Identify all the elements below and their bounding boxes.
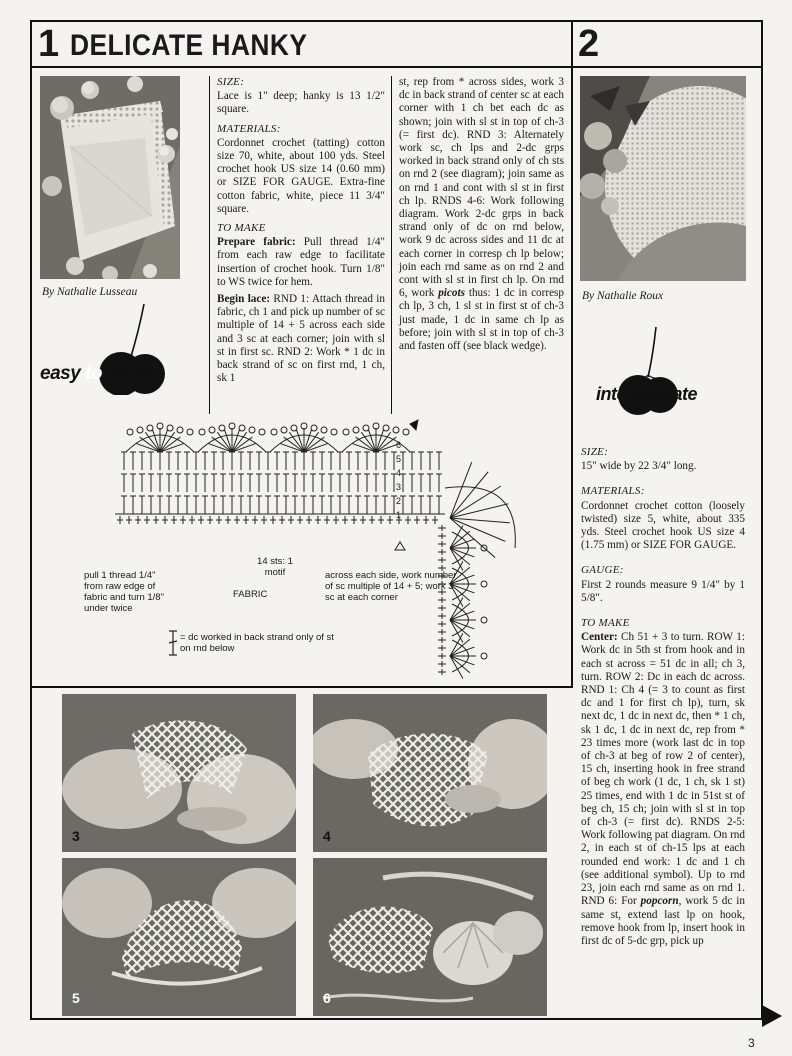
side-fan — [450, 620, 474, 629]
picot — [353, 427, 359, 433]
round-number: 5 — [396, 454, 402, 464]
fan-dc — [152, 429, 160, 452]
side-fan — [450, 620, 470, 637]
step-photo-5 — [62, 858, 296, 1016]
picot — [209, 427, 215, 433]
beginlace-text: RND 1: Attach thread in fabric, ch 1 and pick up number of sc multiple of 14 + 5 across each side and 3 sc at each corner; join with sl st in first sc. RND 2: Work * 1 dc in back strand of sc on first rnd, 1 ch, sk 1 — [217, 293, 385, 385]
fan-dc — [232, 437, 252, 452]
fan-dc — [160, 437, 180, 452]
picot — [187, 429, 193, 435]
picot — [291, 425, 297, 431]
fan-dc — [224, 429, 232, 452]
picot — [271, 429, 277, 435]
pattern2-size-text: 15" wide by 22 3/4" long. — [581, 460, 697, 473]
round-number: 4 — [396, 468, 402, 478]
picot — [311, 425, 317, 431]
pattern1-prepare-paragraph — [217, 236, 385, 289]
round-number: 2 — [396, 496, 402, 506]
diagram-label-across: across each side, work number of sc multiple of 14 + 5; work 3 sc at each corner — [325, 570, 457, 603]
intermediate-logo-word: intermediate — [596, 384, 698, 404]
doily-photo — [580, 76, 746, 281]
intermediate-logo-text — [596, 384, 697, 405]
pattern1-size-heading: SIZE: — [217, 76, 245, 88]
pattern1-title: DELICATE HANKY — [70, 29, 308, 62]
round-number: 6 — [396, 440, 402, 450]
pattern1-number: 1 — [38, 23, 60, 65]
fan-dc — [368, 429, 376, 452]
pattern1-column-2 — [399, 76, 564, 357]
pattern1-materials-heading: MATERIALS: — [217, 122, 281, 135]
step-number-4: 4 — [323, 828, 331, 844]
picot — [363, 425, 369, 431]
picot — [137, 427, 143, 433]
popcorn-label: popcorn — [640, 895, 679, 908]
step-number-3: 3 — [72, 828, 80, 844]
step-number-5: 5 — [72, 990, 80, 1006]
picot — [167, 425, 173, 431]
side-picot — [481, 653, 487, 659]
photo-section-rule — [30, 686, 573, 688]
side-fan — [450, 611, 474, 620]
picot — [249, 427, 255, 433]
center-label: Center: — [581, 631, 618, 644]
fan-dc — [160, 429, 168, 452]
pattern2-center-paragraph: Center: Ch 51 + 3 to turn. ROW 1: Work dc in 5th st from hook and in each st across = 51 dc in all; ch 3, turn. ROW 2: Dc in each dc across. RND 1: Ch 4 (= 3 to count as first dc and 1 for first ch lp), turn, sk next dc, 1 dc in next dc, then * 1 ch, sk 1 dc, 1 dc in next dc, rep from * 23 times more (work last dc in top of ch-3 at beg of row 2 of center), 15 ch, inserting hook in free strand of beg ch work (1 dc, 1 ch, sk 1 st) 25 times, end with 1 dc in 51st st of beg ch, 15 ch; join with sl st in top of ch-3 (= first dc). RNDS 2-5: Work following pat diagram. On rnd 2, in each st of ch-15 lps at each rounded end work: 1 dc and 1 ch (see additional symbol). Up to rnd 23, join each rnd same as on rnd 1. RND 6: For popcorn, work 5 dc in same st, extend last lp on hook, remove hook from lp, insert hook in first dc of 5-dc grp, pick up — [581, 631, 745, 947]
corner-fan — [450, 504, 508, 518]
easy-logo-word-easy: easy — [40, 363, 81, 384]
column-rule — [209, 76, 210, 414]
side-fan — [450, 548, 474, 557]
side-fan — [450, 656, 474, 665]
round-number: 1 — [396, 510, 402, 520]
fan-dc — [376, 437, 396, 452]
pattern1-col2-paragraph: st, rep from * across sides, work 3 dc in back strand of center sc at each corner with 1 ch bet each dc as shown; join with sl st in top of ch-3 (= first dc). RND 3: Alternately work sc, ch lps and 2-dc grps worked in back strand only of ch sts on rnd 2 (see diagram); join same as on rnd 1 and cont with sl st in first ch lp. RNDS 4-6: Work following diagram. Work 2-dc grps in back strand only of dc on rnd below, work 9 dc across sides and 11 dc at each corner in corresp ch lp below; join each rnd same as on rnd 2 and cont with sl st in first ch lp. On rnd 6, work picots thus: 1 dc in corresp ch lp, 3 ch, 1 sl st in first st of ch-3 just made, 1 dc in same ch lp as before; join with sl st in top of ch-3 and fasten off (see black wedge). — [399, 76, 564, 353]
side-picot — [481, 617, 487, 623]
diagram-label-fabric: FABRIC — [233, 589, 268, 600]
fan-dc — [284, 437, 304, 452]
pattern2-byline: By Nathalie Roux — [582, 290, 664, 302]
page-number: 3 — [748, 1036, 755, 1050]
diagram-legend: = dc worked in back strand only of st on rnd below — [180, 632, 334, 654]
fan-dc — [232, 429, 240, 452]
picot — [177, 427, 183, 433]
side-fan — [450, 656, 470, 673]
side-fan — [450, 539, 474, 548]
pattern2-gauge-heading: GAUGE: — [581, 564, 624, 577]
pattern2-gauge-text: First 2 rounds measure 9 1/4" by 1 5/8". — [581, 578, 745, 604]
legend-symbol — [166, 628, 180, 658]
pattern2-number: 2 — [578, 23, 600, 65]
pattern1-byline: By Nathalie Lusseau — [42, 286, 138, 298]
prepare-label: Prepare fabric: — [217, 236, 296, 249]
fan-dc — [304, 429, 312, 452]
step-number-6: 6 — [323, 990, 331, 1006]
picot — [199, 429, 205, 435]
pattern2-column — [581, 446, 745, 952]
prepare-text: Pull thread 1/4" from each raw edge to facilitate insertion of crochet hook. Turn 1/8" to WS twice for hem. — [217, 236, 385, 288]
pattern1-beginlace-paragraph — [217, 293, 385, 385]
fan-dc — [212, 437, 232, 452]
picot — [127, 429, 133, 435]
easy-logo-text — [40, 363, 153, 385]
hanky-photo — [40, 76, 180, 279]
picot — [239, 425, 245, 431]
round-number: 3 — [396, 482, 402, 492]
fan-dc — [356, 437, 376, 452]
picot — [321, 427, 327, 433]
pattern1-tomake-heading: TO MAKE — [217, 222, 266, 235]
pattern1-column-1 — [217, 76, 385, 389]
side-fan — [450, 548, 470, 565]
fasten-off-wedge — [410, 420, 418, 430]
side-fan — [450, 531, 470, 548]
picot — [403, 429, 409, 435]
pattern2-materials-heading: MATERIALS: — [581, 485, 645, 498]
corner-fan — [450, 518, 495, 558]
beginlace-label: Begin lace: — [217, 293, 271, 306]
step-photo-4 — [313, 694, 547, 852]
continue-arrow-icon[interactable] — [760, 1003, 784, 1029]
side-fan — [450, 647, 474, 656]
fan-dc — [140, 437, 160, 452]
picot — [393, 427, 399, 433]
title-rule — [30, 66, 763, 68]
pattern2-size-heading: SIZE: — [581, 446, 609, 458]
side-fan — [450, 639, 470, 656]
start-arrow — [395, 542, 405, 550]
fan-dc — [376, 429, 384, 452]
side-fan — [450, 603, 470, 620]
picots-label: picots — [438, 287, 465, 300]
side-picot — [481, 581, 487, 587]
corner-fan — [450, 486, 501, 518]
picot — [147, 425, 153, 431]
corner-fan — [450, 462, 472, 518]
pattern-divider — [571, 20, 573, 687]
easy-logo-word-to: to — [85, 363, 102, 384]
picot — [343, 429, 349, 435]
picot — [383, 425, 389, 431]
picot — [331, 429, 337, 435]
picot — [259, 429, 265, 435]
step-photo-3 — [62, 694, 296, 852]
pattern1-size-text: Lace is 1" deep; hanky is 13 1/2" square. — [217, 90, 385, 116]
pattern1-materials-text: Cordonnet crochet (tatting) cotton size 70, white, about 100 yds. Steel crochet hook US size 14 (0.60 mm) or SIZE FOR GAUGE. Extra-fine cotton fabric, white, piece 11 3/4" square. — [217, 136, 385, 215]
pattern2-materials-text: Cordonnet crochet cotton (loosely twisted) size 5, white, about 335 yds. Steel crochet hook US size 4 (1.75 mm) or SIZE FOR GAUGE. — [581, 499, 745, 552]
step-photo-6 — [313, 858, 547, 1016]
pattern2-tomake-heading: TO MAKE — [581, 617, 630, 630]
corner-fan — [450, 472, 488, 518]
easy-logo-word-make: make — [106, 363, 154, 384]
diagram-label-sts: 14 sts: 1 motif — [257, 556, 293, 578]
fan-dc — [304, 437, 324, 452]
column-rule-2 — [391, 76, 392, 414]
diagram-label-pull: pull 1 thread 1/4" from raw edge of fabric and turn 1/8" under twice — [84, 570, 164, 614]
fan-dc — [296, 429, 304, 452]
picot — [219, 425, 225, 431]
picot — [281, 427, 287, 433]
